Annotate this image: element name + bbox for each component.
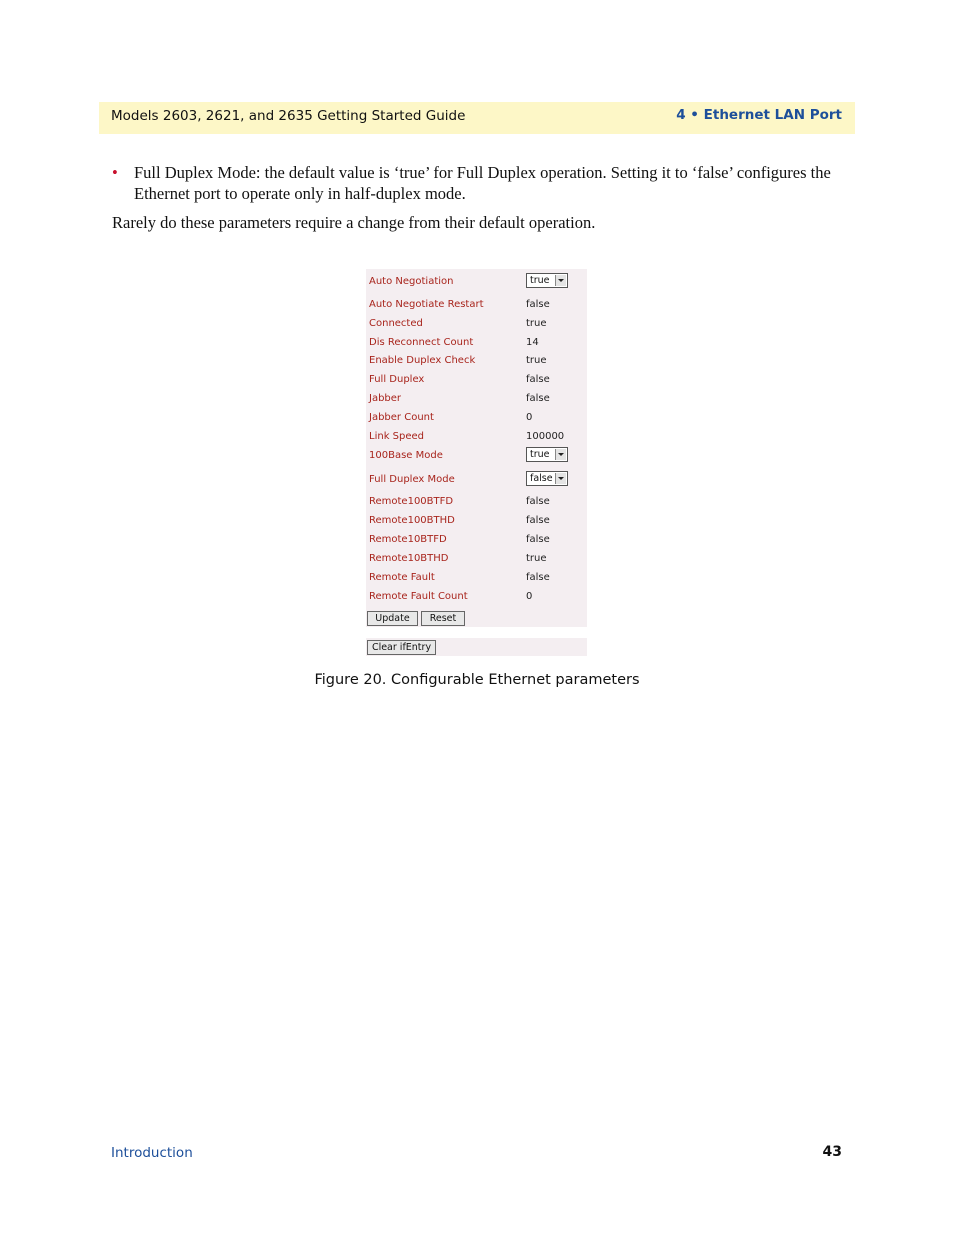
- form-row: [366, 550, 587, 568]
- field-label: Remote100BTHD: [369, 515, 455, 526]
- guide-title: Models 2603, 2621, and 2635 Getting Started Guide: [111, 108, 466, 124]
- field-label: Full Duplex: [369, 374, 425, 385]
- field-label: Connected: [369, 318, 423, 329]
- reset-button[interactable]: Reset: [421, 611, 465, 626]
- figure-caption: Figure 20. Configurable Ethernet parameters: [314, 672, 640, 688]
- 100base-mode-select[interactable]: [526, 447, 568, 462]
- field-label: Jabber Count: [369, 412, 434, 423]
- field-value: false: [526, 393, 550, 404]
- form-row: [366, 390, 587, 408]
- field-value: false: [526, 374, 550, 385]
- bullet-text: Full Duplex Mode: the default value is ‘true’ for Full Duplex operation. Setting it to ‘false’ configures the Ethernet port to operate only in half-duplex mode.: [134, 163, 831, 203]
- page-header: [99, 102, 855, 134]
- field-label: Auto Negotiate Restart: [369, 299, 484, 310]
- clear-entry-panel: [366, 638, 587, 656]
- form-row-full-duplex-mode: [366, 471, 587, 489]
- form-row: [366, 531, 587, 549]
- form-row: [366, 334, 587, 352]
- form-row: [366, 409, 587, 427]
- field-value: 14: [526, 337, 539, 348]
- field-label: Enable Duplex Check: [369, 355, 476, 366]
- form-row: [366, 371, 587, 389]
- field-value: false: [526, 515, 550, 526]
- auto-negotiation-select[interactable]: [526, 273, 568, 288]
- selected-value: true: [530, 275, 550, 286]
- field-value: true: [526, 553, 547, 564]
- form-row: [366, 315, 587, 333]
- form-row: [366, 493, 587, 511]
- update-button[interactable]: Update: [367, 611, 418, 626]
- form-row: [366, 512, 587, 530]
- field-value: false: [526, 572, 550, 583]
- field-label: Dis Reconnect Count: [369, 337, 474, 348]
- field-label: Remote Fault Count: [369, 591, 468, 602]
- selected-value: true: [530, 449, 550, 460]
- bullet-item: [112, 162, 832, 204]
- form-row-100base-mode: [366, 447, 587, 465]
- form-row: [366, 569, 587, 587]
- chevron-down-icon[interactable]: [555, 473, 566, 484]
- field-value: true: [526, 318, 547, 329]
- full-duplex-mode-select[interactable]: [526, 471, 568, 486]
- form-row-auto-negotiation: [366, 273, 587, 291]
- field-label: Full Duplex Mode: [369, 474, 455, 485]
- form-row: [366, 352, 587, 370]
- field-label: Remote10BTHD: [369, 553, 449, 564]
- field-value: false: [526, 299, 550, 310]
- field-value: false: [526, 534, 550, 545]
- page-number: 43: [822, 1144, 842, 1160]
- field-value: 0: [526, 412, 533, 423]
- field-value: false: [526, 496, 550, 507]
- chevron-down-icon[interactable]: [555, 449, 566, 460]
- field-value: 0: [526, 591, 533, 602]
- bullet-icon: •: [112, 163, 118, 182]
- field-label: Auto Negotiation: [369, 276, 454, 287]
- ethernet-parameters-form: [366, 269, 587, 627]
- chapter-title: 4 • Ethernet LAN Port: [676, 107, 842, 123]
- form-row: [366, 296, 587, 314]
- field-value: true: [526, 355, 547, 366]
- clear-ifentry-button[interactable]: Clear ifEntry: [367, 640, 436, 655]
- chevron-down-icon[interactable]: [555, 275, 566, 286]
- field-label: Remote100BTFD: [369, 496, 454, 507]
- field-label: Remote Fault: [369, 572, 435, 583]
- footer-section: Introduction: [111, 1145, 193, 1161]
- selected-value: false: [530, 473, 553, 484]
- body-paragraph: Rarely do these parameters require a change from their default operation.: [112, 213, 596, 232]
- field-value: 100000: [526, 431, 565, 442]
- form-row: [366, 588, 587, 606]
- form-row: [366, 428, 587, 446]
- field-label: Remote10BTFD: [369, 534, 447, 545]
- field-label: Jabber: [369, 393, 402, 404]
- field-label: 100Base Mode: [369, 450, 443, 461]
- field-label: Link Speed: [369, 431, 425, 442]
